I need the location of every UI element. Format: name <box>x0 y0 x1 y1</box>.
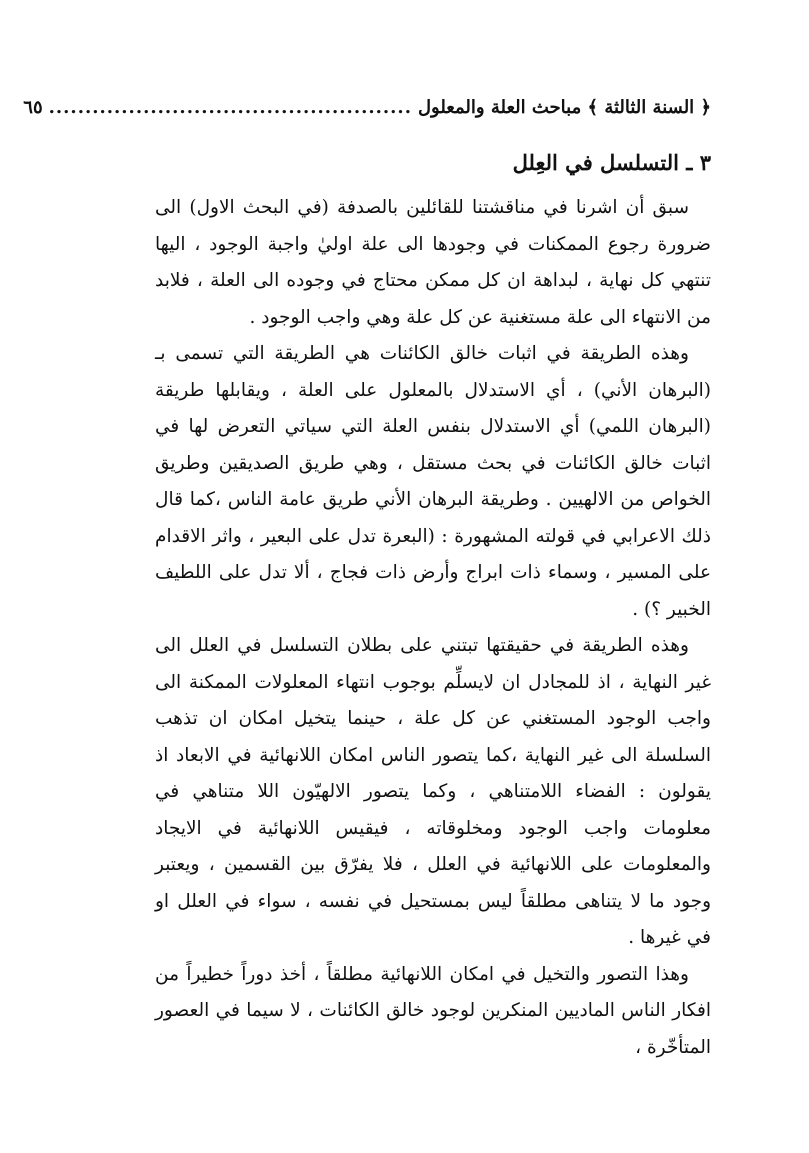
section-title: ٣ ـ التسلسل في العِلل <box>512 150 711 175</box>
paragraph-3: وهذه الطريقة في حقيقتها تبتني على بطلان التسلسل في العلل الى غير النهاية ، اذ للمجادل ان لايسلِّم بوجوب انتهاء المعلولات الممكنة الى واجب الوجود المستغني عن كل علة ، حينما يتخيل امكان ان تذهب السلسلة الى غير النهاية ،كما يتصور الناس امكان اللانهائية في الابعاد اذ يقولون : الفضاء اللامتناهي ، وكما يتصور الالهيّون اللا متناهي في معلومات واجب الوجود ومخلوقاته ، فيقيس اللانهائية في الايجاد والمعلومات على اللانهائية في العلل ، فلا يفرّق بين القسمين ، ويعتبر وجود ما لا يتناهى مطلقاً ليس بمستحيل في نفسه ، سواء في العلل او في غيرها . <box>155 635 711 948</box>
page-number: ٦٥ <box>23 96 43 118</box>
paragraph-1: سبق أن اشرنا في مناقشتنا للقائلين بالصدفة (في البحث الاول) الى ضرورة رجوع الممكنات في وجودها الى علة اوليٰ واجبة الوجود ، اليها تنتهي كل نهاية ، لبداهة ان كل ممكن محتاج في وجوده الى العلة ، فلابد من الانتهاء الى علة مستغنية عن كل علة وهي واجب الوجود . <box>155 197 711 328</box>
paragraph-4: وهذا التصور والتخيل في امكان اللانهائية مطلقاً ، أخذ دوراً خطيراً من افكار الناس الماديين المنكرين لوجود خالق الكائنات ، لا سيما في العصور المتأخّرة ، <box>155 963 711 1058</box>
running-header-title: ﴿ السنة الثالثة ﴾ مباحث العلة والمعلول <box>417 96 711 118</box>
leader-dots: .................................................. <box>48 96 412 118</box>
running-header <box>23 92 711 122</box>
paragraph-2: وهذه الطريقة في اثبات خالق الكائنات هي الطريقة التي تسمى بـ (البرهان الأني) ، أي الاستدلال بالمعلول على العلة ، ويقابلها طريقة (البرهان اللمي) أي الاستدلال بنفس العلة التي سياتي التعرض لها في اثبات خالق الكائنات في بحث مستقل ، وهي طريق الصديقين وطريق الخواص من الالهيين . وطريقة البرهان الأني طريق عامة الناس ،كما قال ذلك الاعرابي في قولته المشهورة : (البعرة تدل على البعير ، واثر الاقدام على المسير ، وسماء ذات ابراج وأرض ذات فجاج ، ألا تدل على اللطيف الخبير ؟) . <box>155 343 711 620</box>
body-text <box>155 190 711 1066</box>
